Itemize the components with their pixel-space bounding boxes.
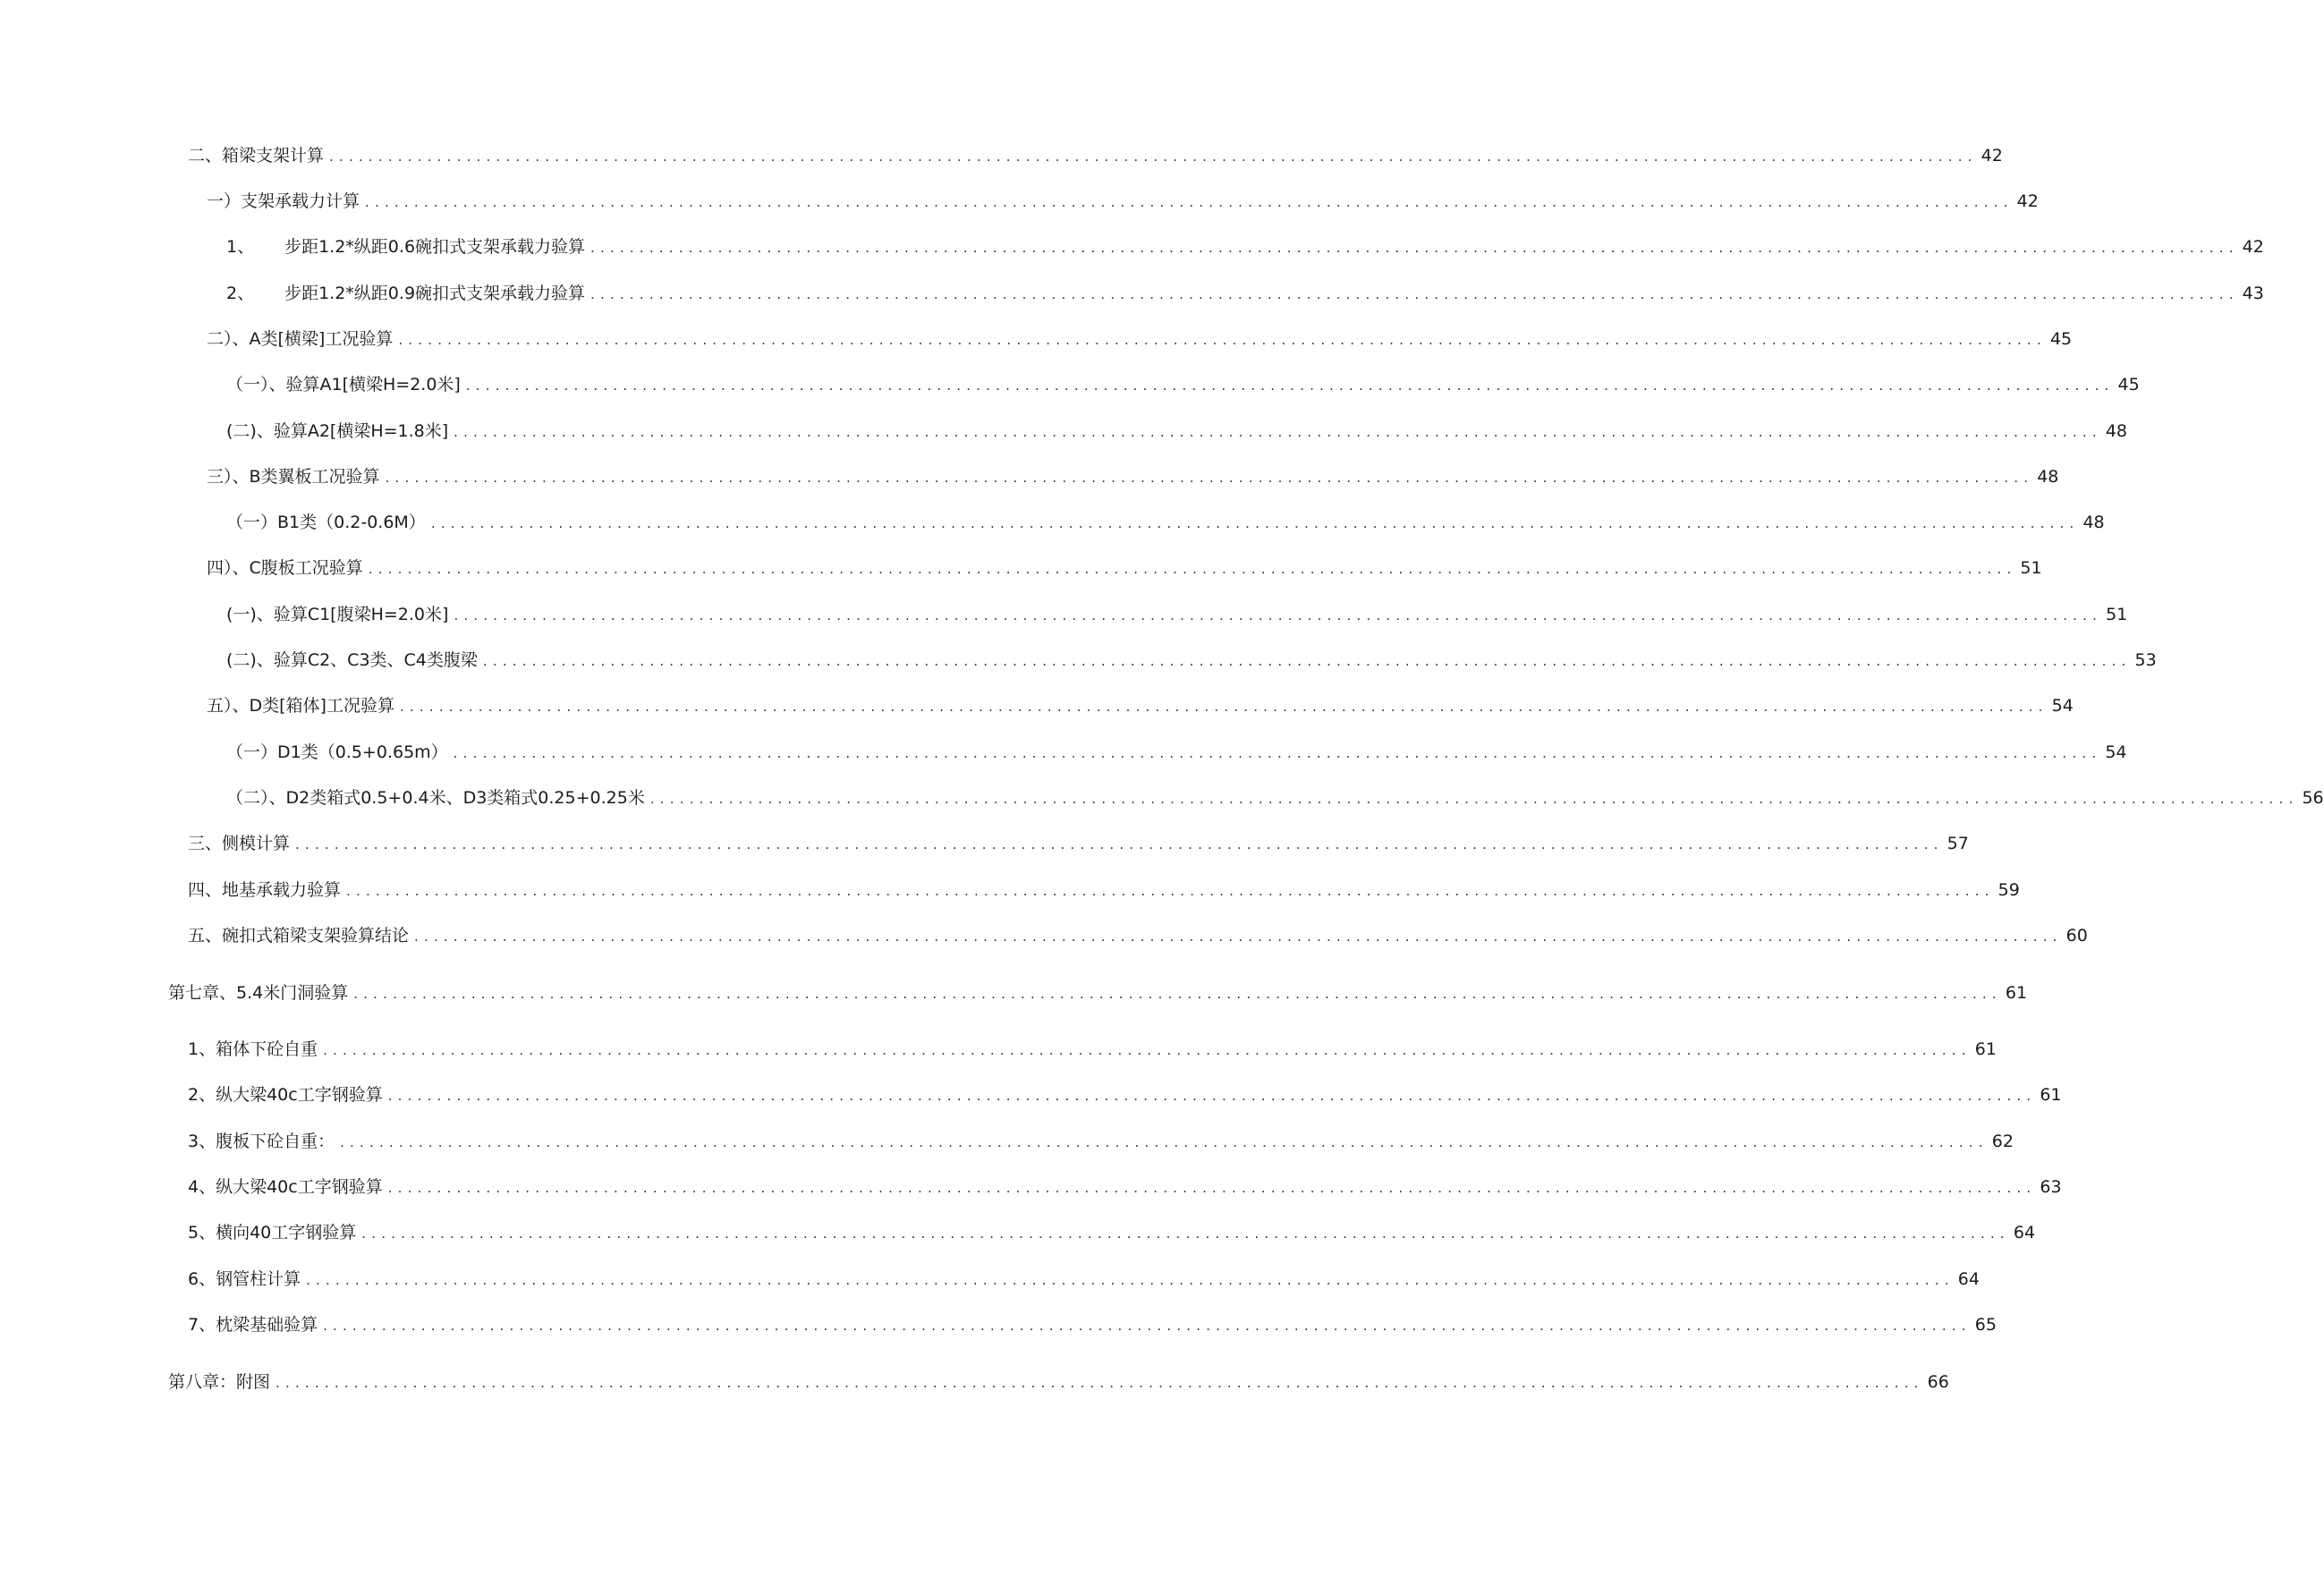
toc-entry[interactable] (188, 1084, 2062, 1107)
toc-leader: ........................................................................................................................................................................ (365, 194, 2014, 210)
toc-page-number: 66 (1927, 1372, 1949, 1392)
toc-entry[interactable] (226, 742, 2127, 764)
toc-entry-title: 2、纵大梁40c工字钢验算 (188, 1085, 383, 1105)
toc-leader: ........................................................................................................................................................................ (368, 561, 2017, 577)
toc-entry[interactable] (226, 787, 2324, 810)
toc-leader: ........................................................................................................................................................................ (306, 1272, 1955, 1288)
toc-entry[interactable] (226, 604, 2128, 626)
toc-entry[interactable] (226, 374, 2140, 396)
toc-entry[interactable] (226, 512, 2105, 534)
toc-entry[interactable] (207, 695, 2074, 717)
toc-entry[interactable] (226, 420, 2127, 443)
toc-chapter-entry[interactable] (168, 1371, 1949, 1394)
toc-leader: ........................................................................................................................................................................ (353, 986, 2002, 1002)
toc-page-number: 45 (2049, 329, 2073, 349)
toc-page-number: 54 (2105, 742, 2127, 762)
toc-leader: ........................................................................................................................................................................ (323, 1318, 1972, 1334)
toc-page-number: 65 (1974, 1315, 1997, 1335)
toc-entry-number: 2、 (226, 284, 255, 303)
toc-page-number: 48 (2082, 513, 2105, 532)
toc-entry[interactable] (207, 466, 2059, 488)
toc-leader: ........................................................................................................................................................................ (329, 148, 1978, 165)
toc-page-number: 48 (2105, 421, 2127, 441)
toc-entry-title: 第七章、5.4米门洞验算 (168, 983, 349, 1003)
toc-entry[interactable] (207, 557, 2042, 580)
toc-entry-title: （一）、验算A1[横梁H=2.0米] (226, 375, 461, 394)
toc-page-number: 48 (2037, 467, 2059, 487)
toc-page-number: 53 (2134, 650, 2157, 670)
toc-entry-title: 6、钢管柱计算 (188, 1269, 301, 1289)
toc-leader: ........................................................................................................................................................................ (323, 1042, 1972, 1058)
toc-leader: ........................................................................................................................................................................ (276, 1375, 1924, 1391)
toc-entry-title: (一)、验算C1[腹梁H=2.0米] (226, 605, 449, 624)
toc-leader: ........................................................................................................................................................................ (346, 883, 1995, 899)
toc-leader: ........................................................................................................................................................................ (430, 515, 2080, 531)
toc-leader: ........................................................................................................................................................................ (387, 1180, 2037, 1196)
toc-entry-title: 1、箱体下砼自重 (188, 1039, 318, 1059)
toc-entry-number: 1、 (226, 237, 255, 257)
toc-page-number: 61 (2005, 983, 2028, 1003)
toc-page-number: 59 (1997, 880, 2020, 900)
toc-page-number: 54 (2051, 696, 2074, 716)
toc-leader: ........................................................................................................................................................................ (340, 1134, 1989, 1150)
toc-entry-title: 五、碗扣式箱梁支架验算结论 (188, 926, 410, 946)
toc-page-number: 42 (2016, 191, 2039, 211)
toc-entry-title: (二)、验算C2、C3类、C4类腹梁 (226, 650, 478, 670)
toc-entry-title: 三）、B类翼板工况验算 (207, 467, 380, 487)
toc-entry-title: 三、侧模计算 (188, 834, 291, 853)
toc-leader: ........................................................................................................................................................................ (414, 929, 2063, 945)
toc-entry[interactable] (226, 236, 2264, 259)
toc-entry-title: 5、横向40工字钢验算 (188, 1223, 357, 1242)
toc-entry-title: 3、腹板下砼自重： (188, 1132, 335, 1151)
toc-leader: ........................................................................................................................................................................ (453, 745, 2102, 761)
toc-entry-title: 4、纵大梁40c工字钢验算 (188, 1177, 383, 1197)
toc-entry-title: （二）、D2类箱式0.5+0.4米、D3类箱式0.25+0.25米 (226, 788, 645, 808)
toc-page-number: 45 (2117, 375, 2140, 394)
toc-page-number: 60 (2065, 926, 2088, 946)
toc-entry-title: （一）D1类（0.5+0.65m） (226, 742, 448, 762)
toc-page-number: 57 (1947, 834, 1969, 853)
toc-entry[interactable] (226, 649, 2157, 672)
toc-leader: ........................................................................................................................................................................ (295, 836, 1944, 852)
toc-entry-title: 步距1.2*纵距0.9碗扣式支架承载力验算 (284, 284, 586, 303)
toc-entry-title: 四）、C腹板工况验算 (207, 558, 363, 578)
toc-page-number: 61 (1974, 1039, 1997, 1059)
toc-leader: ........................................................................................................................................................................ (387, 1088, 2037, 1104)
toc-entry[interactable] (226, 283, 2264, 305)
toc-leader: ........................................................................................................................................................................ (398, 332, 2047, 348)
toc-leader: ........................................................................................................................................................................ (399, 699, 2048, 715)
toc-page-number: 51 (2106, 605, 2128, 624)
toc-entry-title: 五）、D类[箱体]工况验算 (207, 696, 394, 716)
toc-page-number: 62 (1991, 1132, 2014, 1151)
toc-entry-title: 步距1.2*纵距0.6碗扣式支架承载力验算 (284, 237, 586, 257)
toc-page-number: 61 (2040, 1085, 2062, 1105)
toc-page-number: 42 (1980, 146, 2003, 165)
toc-entry-title: 四、地基承载力验算 (188, 880, 342, 900)
toc-leader: ........................................................................................................................................................................ (454, 424, 2102, 440)
toc-entry[interactable] (188, 1222, 2036, 1244)
toc-entry-title: 二）、A类[横梁]工况验算 (207, 329, 394, 349)
toc-entry[interactable] (207, 328, 2073, 351)
toc-entry[interactable] (188, 1268, 1980, 1291)
toc-entry[interactable] (188, 925, 2088, 947)
toc-leader: ........................................................................................................................................................................ (649, 791, 2299, 807)
toc-chapter-entry[interactable] (168, 982, 2028, 1005)
toc-entry[interactable] (188, 1039, 1997, 1061)
toc-entry-title: (二)、验算A2[横梁H=1.8米] (226, 421, 449, 441)
toc-page-number: 43 (2242, 284, 2264, 303)
toc-entry[interactable] (188, 1176, 2062, 1199)
toc-entry-title: 7、枕梁基础验算 (188, 1315, 318, 1335)
toc-entry-title: 二、箱梁支架计算 (188, 146, 325, 165)
toc-entry-title: 一）支架承载力计算 (207, 191, 360, 211)
toc-page-number: 63 (2040, 1177, 2062, 1197)
toc-leader: ........................................................................................................................................................................ (482, 653, 2132, 669)
toc-entry-title: 第八章：附图 (168, 1372, 271, 1392)
toc-leader: ........................................................................................................................................................................ (361, 1226, 2010, 1242)
toc-entry-title: （一）B1类（0.2-0.6M） (226, 513, 426, 532)
toc-leader: ........................................................................................................................................................................ (465, 377, 2115, 394)
toc-entry[interactable] (188, 145, 2003, 167)
toc-entry[interactable] (188, 1131, 2014, 1153)
toc-leader: ........................................................................................................................................................................ (590, 286, 2239, 302)
toc-page-number: 64 (2013, 1223, 2036, 1242)
toc-page-number: 42 (2242, 237, 2264, 257)
toc-entry[interactable] (188, 879, 2020, 902)
toc-leader: ........................................................................................................................................................................ (454, 607, 2103, 623)
toc-leader: ........................................................................................................................................................................ (590, 240, 2239, 256)
toc-leader: ........................................................................................................................................................................ (385, 470, 2034, 486)
toc-entry[interactable] (188, 1314, 1997, 1336)
toc-entry[interactable] (207, 191, 2039, 213)
toc-entry[interactable] (188, 833, 1969, 855)
toc-page-number: 51 (2020, 558, 2042, 578)
toc-page-number: 56 (2302, 788, 2324, 808)
toc-page-number: 64 (1957, 1269, 1980, 1289)
